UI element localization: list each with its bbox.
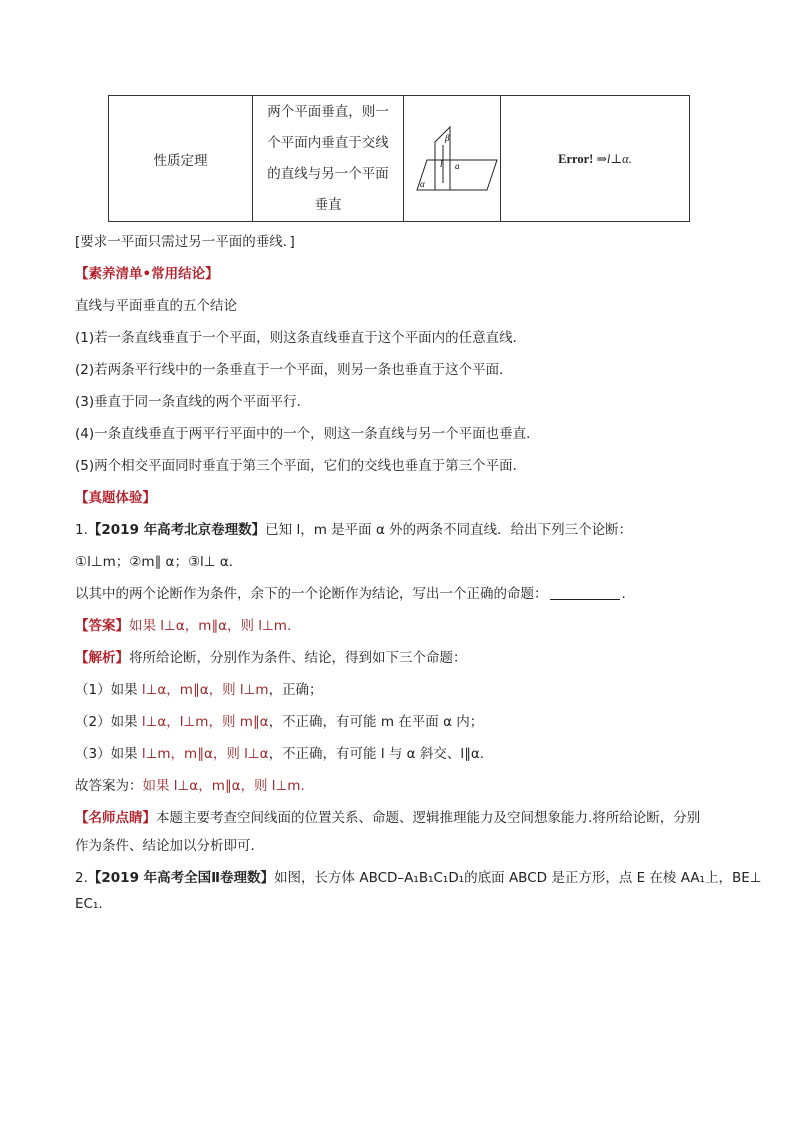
label-l: l	[440, 158, 443, 169]
section-header-exam: 【真题体验】	[75, 490, 156, 506]
conclusion-item: (3)垂直于同一条直线的两个平面平行．	[75, 394, 311, 410]
conclusion-item: (1)若一条直线垂直于一个平面，则这条直线垂直于这个平面内的任意直线．	[75, 330, 527, 346]
ask-end: ．	[621, 586, 635, 602]
analysis-case-2	[75, 710, 483, 730]
case-math: l⊥α，m∥α，则 l⊥m	[141, 682, 269, 698]
conclusion-line	[75, 774, 305, 794]
theorem-name: 性质定理	[153, 152, 208, 169]
label-beta: β	[445, 132, 450, 143]
section-header-conclusions: 【素养清单•常用结论】	[75, 266, 219, 282]
question-1	[75, 518, 632, 538]
case-suffix: ，不正确，有可能 m 在平面 α 内；	[268, 714, 484, 730]
answer-line	[75, 614, 291, 634]
case-math: l⊥α，l⊥m，则 m∥α	[141, 714, 269, 730]
conclusion-item: (4)一条直线垂直于两平行平面中的一个，则这一条直线与另一个平面也垂直．	[75, 426, 540, 442]
conclusion-text: 如果 l⊥α，m∥α，则 l⊥m.	[142, 778, 305, 794]
analysis-case-1	[75, 678, 323, 698]
formula-error-text: Error!	[558, 151, 594, 166]
answer-blank	[550, 585, 620, 600]
analysis-tag: 【解析】	[75, 650, 129, 666]
theorem-desc-cell	[253, 96, 404, 222]
theorem-desc-line: 垂直	[314, 196, 342, 213]
question-source: 【2019 年高考北京卷理数】	[87, 522, 266, 538]
theorem-desc-line: 两个平面垂直，则一	[267, 103, 389, 120]
tip-tag: 【名师点睛】	[75, 810, 156, 826]
question-1-conditions: ①l⊥m；②m∥ α；③l⊥ α．	[75, 554, 243, 570]
conclusions-title: 直线与平面垂直的五个结论	[75, 298, 237, 314]
question-2	[75, 866, 762, 886]
label-alpha: α	[420, 178, 425, 189]
theorem-formula-cell	[501, 96, 690, 222]
perpendicular-planes-figure	[405, 97, 499, 217]
formula-text: ⇒l⊥α.	[593, 151, 632, 166]
conclusion-item: (5)两个相交平面同时垂直于第三个平面，它们的交线也垂直于第三个平面．	[75, 458, 527, 474]
answer-tag: 【答案】	[75, 618, 129, 634]
conclusion-prefix: 故答案为：	[75, 778, 143, 794]
analysis-case-3	[75, 742, 484, 762]
tip-line-2: 作为条件、结论加以分析即可.	[75, 838, 255, 854]
question-number: 2.	[75, 870, 88, 886]
analysis-line	[75, 646, 467, 666]
theorem-name-cell	[109, 96, 253, 222]
answer-text: 如果 l⊥α，m∥α，则 l⊥m.	[129, 618, 292, 634]
theorem-table	[108, 95, 690, 222]
case-math: l⊥m，m∥α，则 l⊥α	[141, 746, 269, 762]
theorem-desc-line: 个平面内垂直于交线	[267, 134, 389, 151]
label-a: a	[455, 160, 460, 171]
case-prefix: （2）如果	[75, 714, 142, 730]
ask-text: 以其中的两个论断作为条件，余下的一个论断作为结论，写出一个正确的命题：	[75, 586, 548, 602]
case-prefix: （1）如果	[75, 682, 142, 698]
question-1-ask	[75, 582, 635, 602]
question-text: 如图，长方体 ABCD–A₁B₁C₁D₁的底面 ABCD 是正方形，点 E 在棱 AA₁上，BE⊥	[274, 870, 762, 886]
question-2-line-2: EC₁.	[75, 896, 103, 912]
question-number: 1.	[75, 522, 88, 538]
theorem-desc-line: 的直线与另一个平面	[267, 165, 389, 182]
question-source: 【2019 年高考全国Ⅱ卷理数】	[87, 870, 275, 886]
theorem-figure-cell	[404, 96, 501, 222]
analysis-text: 将所给论断，分别作为条件、结论，得到如下三个命题：	[129, 650, 467, 666]
conclusion-item: (2)若两条平行线中的一条垂直于一个平面，则另一条也垂直于这个平面．	[75, 362, 513, 378]
case-suffix: ，正确；	[268, 682, 323, 698]
tip-line-1	[75, 806, 700, 826]
tip-text: 本题主要考查空间线面的位置关系、命题、逻辑推理能力及空间想象能力.将所给论断，分别	[156, 810, 701, 826]
note-text: [要求一平面只需过另一平面的垂线．]	[75, 234, 295, 250]
case-prefix: （3）如果	[75, 746, 142, 762]
case-suffix: ，不正确，有可能 l 与 α 斜交、l∥α.	[268, 746, 485, 762]
question-text: 已知 l，m 是平面 α 外的两条不同直线．给出下列三个论断：	[265, 522, 633, 538]
